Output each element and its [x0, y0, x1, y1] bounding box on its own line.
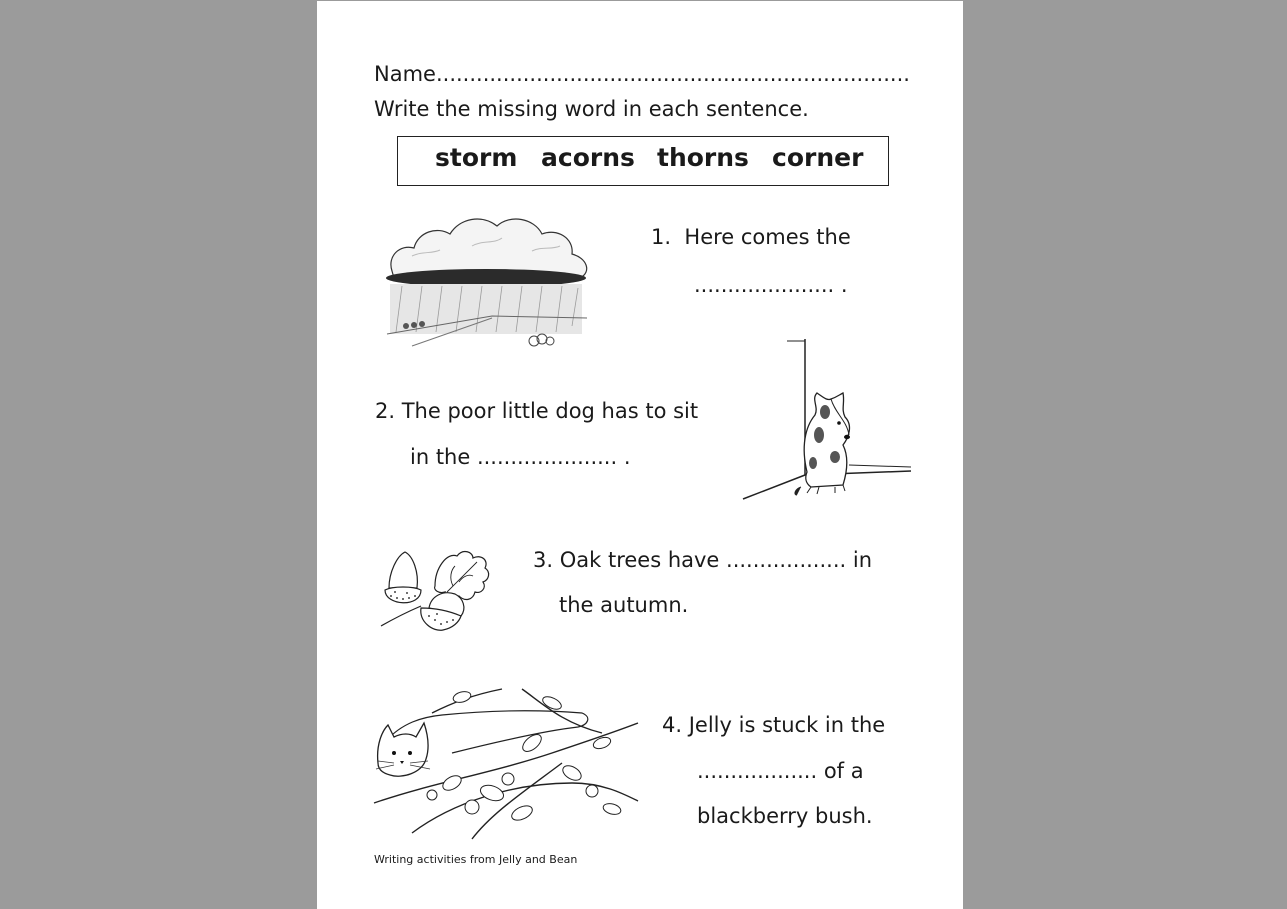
question-number: 1. — [651, 225, 672, 249]
dog-in-corner-illustration — [739, 337, 917, 505]
question-3-line-1 — [533, 547, 872, 573]
question-4-line-1 — [662, 712, 885, 738]
footer-credit: Writing activities from Jelly and Bean — [374, 853, 578, 866]
question-text: Oak trees have .................. in — [559, 548, 873, 572]
question-text: The poor little dog has to sit — [401, 399, 699, 423]
question-3-line-2: the autumn. — [559, 593, 689, 617]
question-number: 3. — [533, 548, 554, 572]
acorns-illustration — [377, 546, 497, 636]
question-text: Jelly is stuck in the — [688, 713, 886, 737]
question-number: 2. — [375, 399, 396, 423]
question-number: 4. — [662, 713, 683, 737]
question-2-line-1 — [375, 398, 698, 424]
word-bank-item: acorns — [541, 143, 635, 172]
question-2-line-2: in the ..................... . — [410, 445, 631, 469]
cat-in-bush-illustration — [372, 683, 642, 843]
storm-cloud-illustration — [382, 206, 597, 351]
instruction-text: Write the missing word in each sentence. — [374, 97, 809, 121]
word-bank-item: storm — [435, 143, 518, 172]
name-label: Name — [374, 62, 436, 86]
question-text: Here comes the — [684, 225, 851, 249]
question-4-line-2: .................. of a — [697, 759, 864, 783]
name-line — [374, 61, 910, 87]
name-blank: ....................................................................... — [435, 62, 910, 86]
worksheet-page — [317, 1, 963, 909]
word-bank-box — [397, 136, 889, 186]
question-4-line-3: blackberry bush. — [697, 804, 873, 828]
question-1-line-2: ..................... . — [694, 273, 848, 297]
word-bank-item: corner — [772, 143, 864, 172]
word-bank-item: thorns — [657, 143, 749, 172]
question-1-line-1 — [651, 224, 851, 250]
